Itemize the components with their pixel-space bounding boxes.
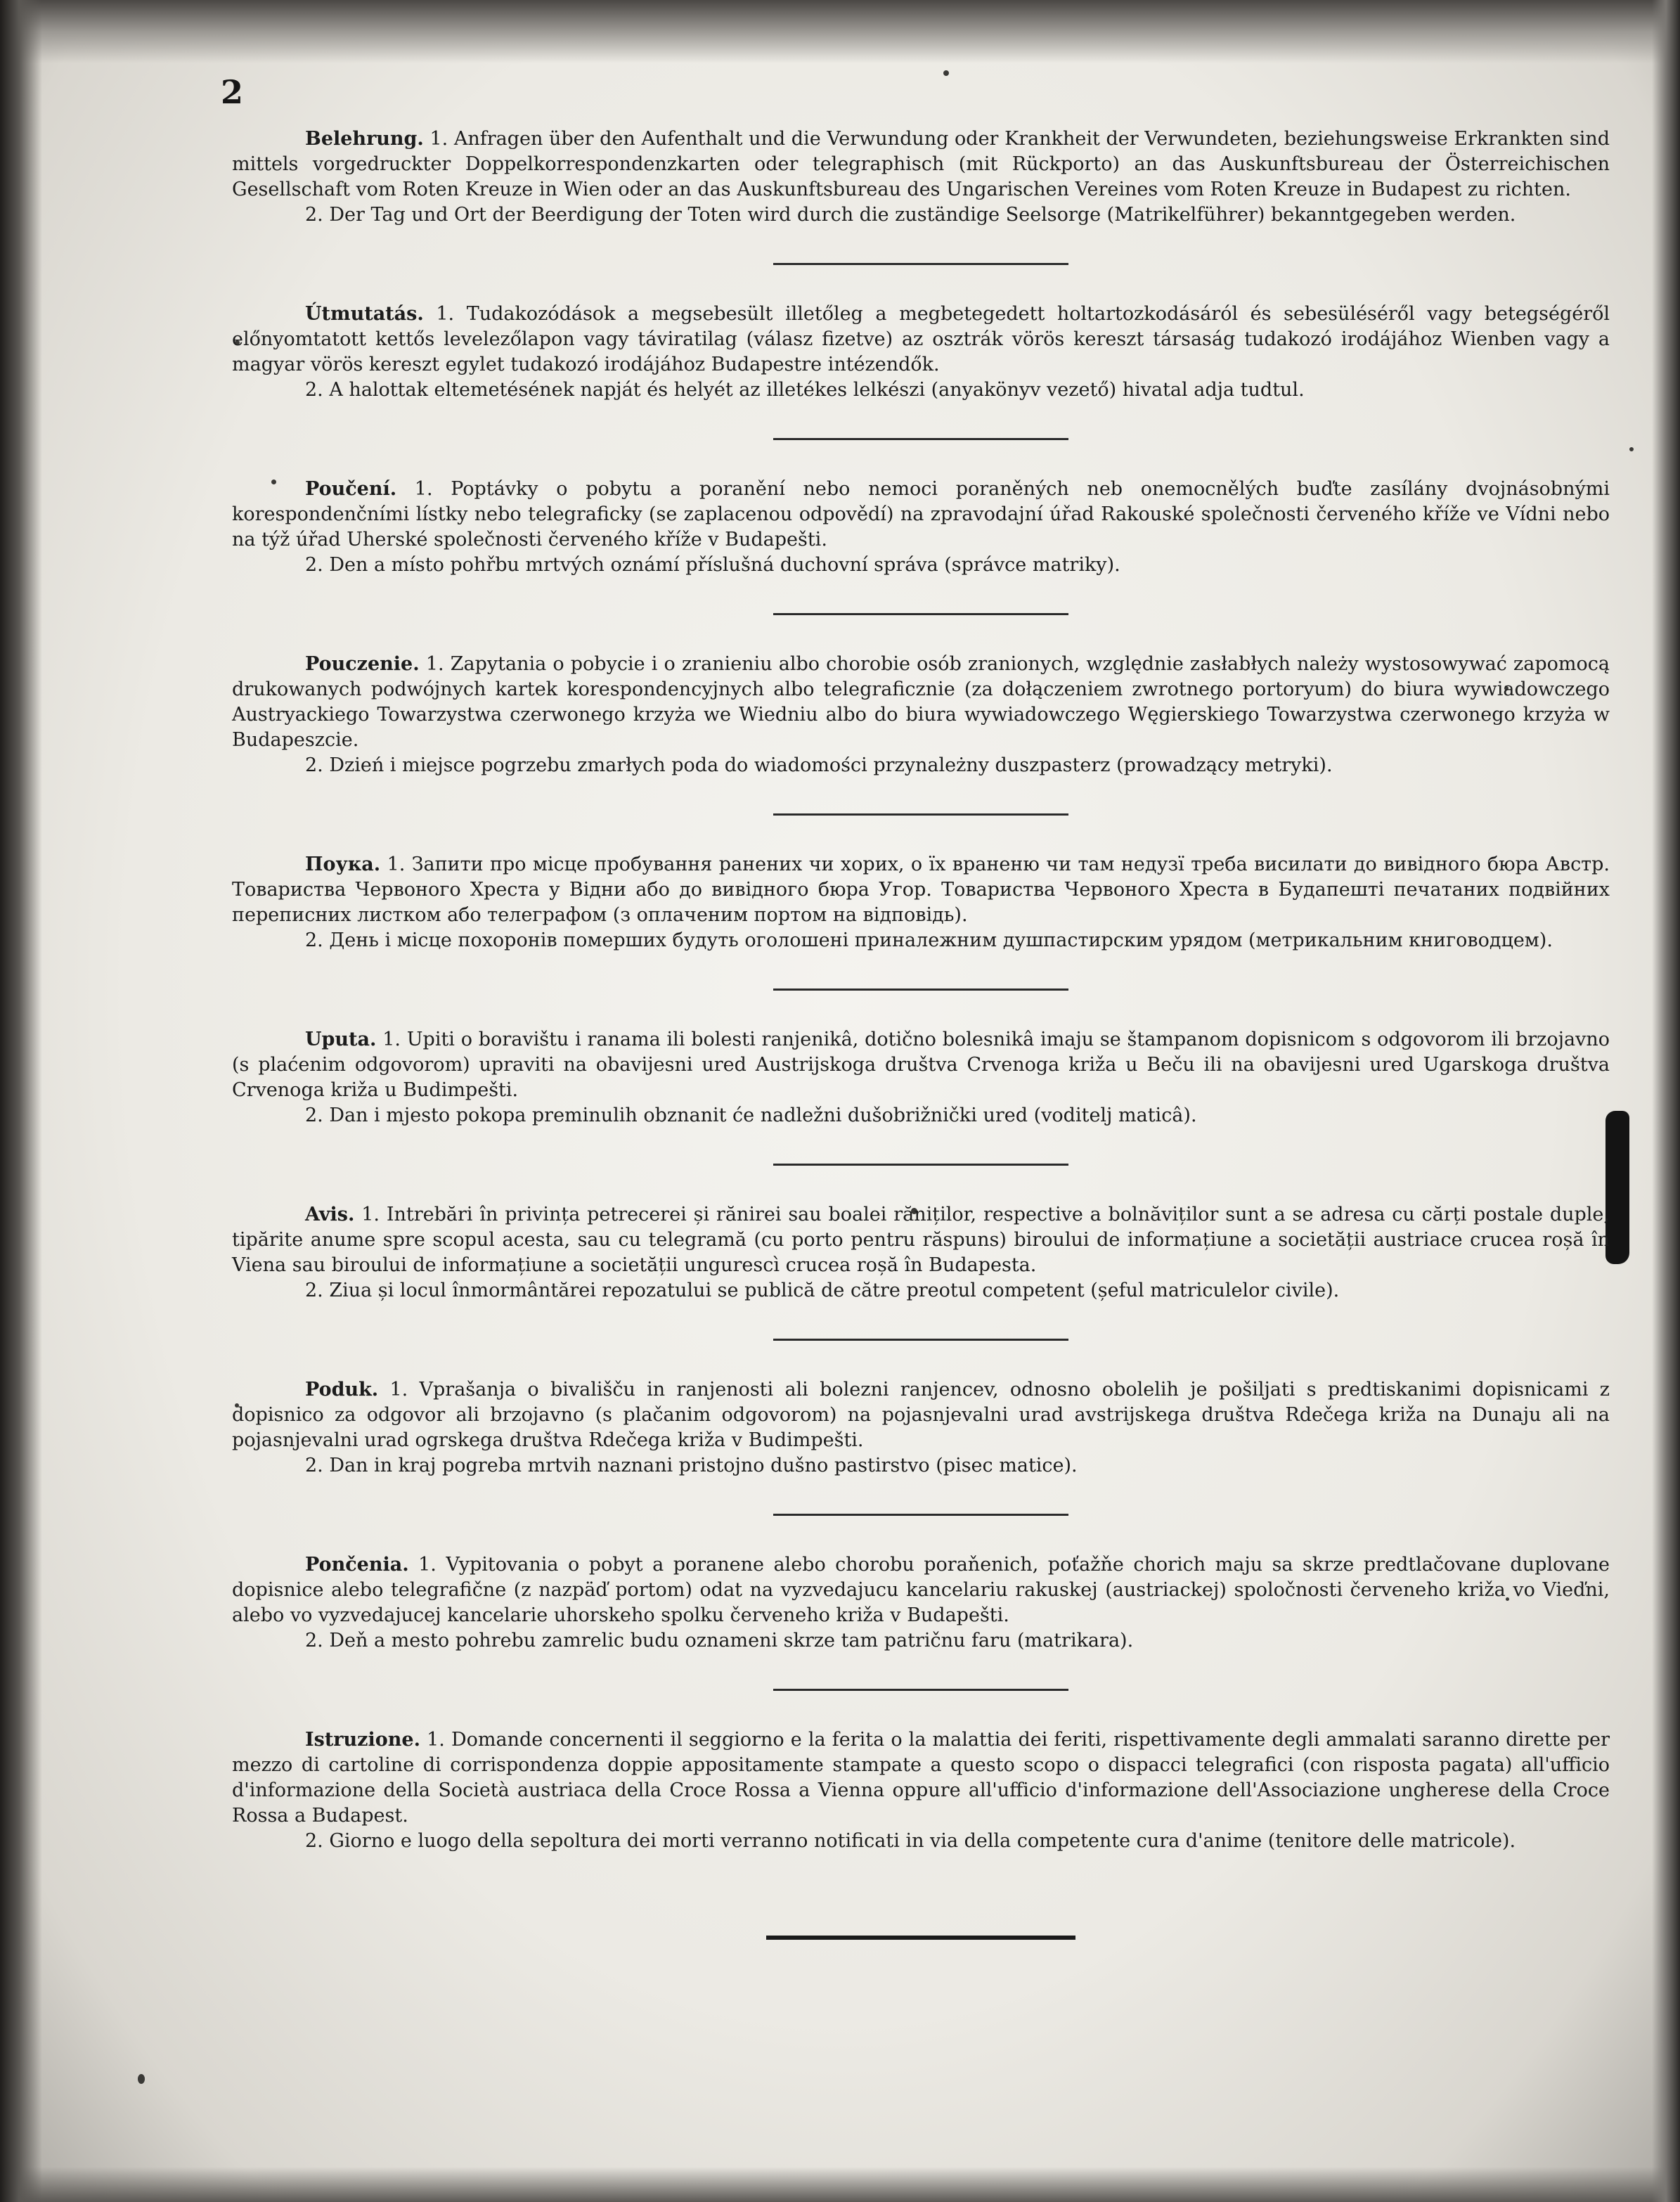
section-paragraph-1 [232, 127, 1610, 202]
speck [1629, 447, 1634, 451]
section-croatian [232, 1027, 1610, 1128]
section-paragraph-2: 2. Den a místo pohřbu mrtvých oznámí příslušná duchovní správa (správce matriky). [305, 554, 1120, 576]
page-number: 2 [221, 73, 244, 111]
section-polish [232, 652, 1610, 778]
section-divider [773, 1164, 1068, 1166]
section-lead: Поука. [305, 854, 381, 875]
section-paragraph-2: 2. День і місце похоронів померших будуть оголошені приналежним душпастирским урядом (метрикальним книговодцем). [305, 929, 1553, 951]
section-paragraph-2: 2. Ziua și locul înmormântărei repozatului se publică de către preotul competent (șeful matriculelor civile). [305, 1280, 1340, 1301]
section-divider [773, 1339, 1068, 1341]
section-paragraph-2: 2. A halottak eltemetésének napját és helyét az illetékes lelkészi (anyakönyv vezető) hivatal adja tudtul. [305, 379, 1305, 401]
section-slovene [232, 1377, 1610, 1479]
section-divider [773, 613, 1068, 615]
section-text: 1. Anfragen über den Aufenthalt und die Verwundung oder Krankheit der Verwundeten, beziehungsweise Erkrankten sind mittels vorgedruckter Doppelkorrespondenzkarten oder telegraphisch (mit Rückporto) an das Auskunftsbureau der Österreichischen Gesellschaft vom Roten Kreuze in Wien oder an das Auskunftsbureau des Ungarischen Vereines vom Roten Kreuze in Budapest zu richten. [232, 128, 1610, 200]
scan-edge-bottom [0, 2167, 1680, 2202]
section-lead: Pouczenie. [305, 653, 420, 675]
section-text: 1. Poptávky o pobytu a poranění nebo nemoci poraněných neb onemocnělých buďte zasílány dvojnásobnými korespondenčními lístky nebo telegraficky (se zaplacenou odpovědí) na zpravodajní úřad Rakouské společnosti červeného kříže ve Vídni nebo na týž úřad Uherské společnosti červeného kříže v Budapešti. [232, 478, 1610, 550]
section-lead: Poduk. [305, 1379, 379, 1401]
section-text: 1. Intrebări în privința petrecerei și rănirei sau boalei răniților, respective a bolnăviților sunt a se adresa cu cărți postale duple, tipărite anume spre scopul acesta, sau cu telegramă (cu porto pentru răspuns) biroului de informațiune a societății austriace crucea roșă în Viena sau biroului de informațiune a societății ungurescì crucea roșă în Budapesta. [232, 1204, 1610, 1276]
closing-rule [766, 1936, 1075, 1940]
section-paragraph-2: 2. Dzień i miejsce pogrzebu zmarłych poda do wiadomości przynależny duszpasterz (prowadzący metryki). [305, 754, 1333, 776]
section-lead: Pončenia. [305, 1554, 409, 1576]
scan-edge-right [1652, 0, 1680, 2202]
section-lead: Avis. [305, 1204, 355, 1225]
section-text: 1. Vprašanja o bivališču in ranjenosti ali bolezni ranjencev, odnosno obolelih je pošiljati s predtiskanimi dopisnicami z dopisnico za odgovor ali brzojavno (s plačanim odgovorom) na pojasnjevalni urad avstrijskega društva Rdečega križa na Dunaju ali na pojasnjevalni urad ogrskega društva Rdečega križa v Budimpešti. [232, 1379, 1610, 1451]
section-german [232, 127, 1610, 228]
section-divider [773, 263, 1068, 265]
section-slovak [232, 1552, 1610, 1654]
section-text: 1. Upiti o boravištu i ranama ili bolesti ranjenikâ, dotično bolesnikâ imaju se štampanom dopisnicom s odgovorom ili brzojavno (s plaćenim odgovorom) upraviti na obavijesni ured Austrijskoga društva Crvenoga križa u Beču ili na obavijesni ured Ugarskoga društva Crvenoga križa u Budimpešti. [232, 1029, 1610, 1101]
section-text: 1. Tudakozódások a megsebesült illetőleg a megbetegedett holtartozkodásáról és sebesüléséről vagy betegségéről előnyomtatott kettős levelezőlapon vagy táviratilag (válasz fizetve) az osztrák vörös kereszt társaság tudakozó irodájához Wienben vagy a magyar vörös kereszt egylet tudakozó irodájához Budapestre intézendők. [232, 303, 1610, 375]
section-lead: Poučení. [305, 478, 397, 500]
section-divider [773, 1689, 1068, 1691]
section-paragraph-2: 2. Der Tag und Ort der Beerdigung der Toten wird durch die zuständige Seelsorge (Matrikelführer) bekanntgegeben werden. [305, 204, 1516, 226]
section-divider [773, 1514, 1068, 1516]
section-lead: Istruzione. [305, 1729, 420, 1751]
section-paragraph-1 [232, 652, 1610, 753]
section-divider [773, 989, 1068, 991]
section-paragraph-1 [232, 1027, 1610, 1103]
section-italian [232, 1727, 1610, 1854]
section-lead: Uputa. [305, 1029, 377, 1050]
section-paragraph-1 [232, 1727, 1610, 1829]
section-lead: Belehrung. [305, 128, 424, 150]
section-paragraph-2: 2. Dan i mjesto pokopa preminulih obznanit će nadležni dušobrižnički ured (voditelj maticâ). [305, 1105, 1197, 1126]
section-paragraph-1 [232, 852, 1610, 928]
section-divider [773, 813, 1068, 816]
section-paragraph-1 [232, 302, 1610, 378]
section-paragraph-1 [232, 1377, 1610, 1453]
section-ukrainian [232, 852, 1610, 953]
section-paragraph-1 [232, 1552, 1610, 1628]
section-divider [773, 438, 1068, 440]
section-romanian [232, 1202, 1610, 1303]
scan-edge-left [0, 0, 42, 2202]
section-hungarian [232, 302, 1610, 403]
section-text: 1. Vypitovania o pobyt a poranene alebo chorobu poraňenich, poťažňe chorich maju sa skrze predtlačovane duplovane dopisnice alebo telegrafične (z nazpäď portom) odat na vyzvedajucu kancelariu rakuskej (austriackej) spoločnosti červeneho križa vo Vieďni, alebo vo vyzvedajucej kancelarie uhorskeho spolku červeneho križa v Budapešti. [232, 1554, 1610, 1626]
section-paragraph-2: 2. Dan in kraj pogreba mrtvih naznani pristojno dušno pastirstvo (pisec matice). [305, 1455, 1078, 1476]
section-paragraph-1 [232, 1202, 1610, 1278]
section-text: 1. Domande concernenti il seggiorno e la ferita o la malattia dei feriti, rispettivamente degli ammalati saranno dirette per mezzo di cartoline di corrispondenza doppie appositamente stampate a questo scopo o dispacci telegrafici (con risposta pagata) all'ufficio d'informazione della Società austriaca della Croce Rossa a Vienna oppure all'ufficio d'informazione dell'Associazione ungherese della Croce Rossa a Budapest. [232, 1729, 1610, 1827]
section-paragraph-2: 2. Deň a mesto pohrebu zamrelic budu oznameni skrze tam patričnu faru (matrikara). [305, 1630, 1134, 1652]
instructions-body [232, 127, 1610, 1940]
scan-edge-top [0, 0, 1680, 63]
section-text: 1. Запити про місце пробування ранених чи хорих, о їх враненю чи там недузї треба висилати до вивідного бюра Австр. Товариства Червоного Хреста у Відни або до вивідного бюра Угор. Товариства Червоного Хреста в Будапешті печатаних подвійних переписних листком або телеграфом (з оплаченим портом на відповідь). [232, 854, 1610, 926]
section-paragraph-1 [232, 477, 1610, 553]
section-text: 1. Zapytania o pobycie i o zranieniu albo chorobie osób zranionych, względnie zasłabłych należy wystosowywać zapomocą drukowanych podwójnych kartek korespondencyjnych albo telegraficznie (za dołączeniem zwrotnego portoryum) do biura wywiadowczego Austryackiego Towarzystwa czerwonego krzyża we Wiedniu albo do biura wywiadowczego Węgierskiego Towarzystwa czerwonego krzyża w Budapeszcie. [232, 653, 1610, 751]
section-paragraph-2: 2. Giorno e luogo della sepoltura dei morti verranno notificati in via della competente cura d'anime (tenitore delle matricole). [305, 1830, 1516, 1852]
speck [138, 2074, 145, 2084]
section-lead: Útmutatás. [305, 303, 424, 325]
speck [943, 70, 949, 76]
section-czech [232, 477, 1610, 578]
